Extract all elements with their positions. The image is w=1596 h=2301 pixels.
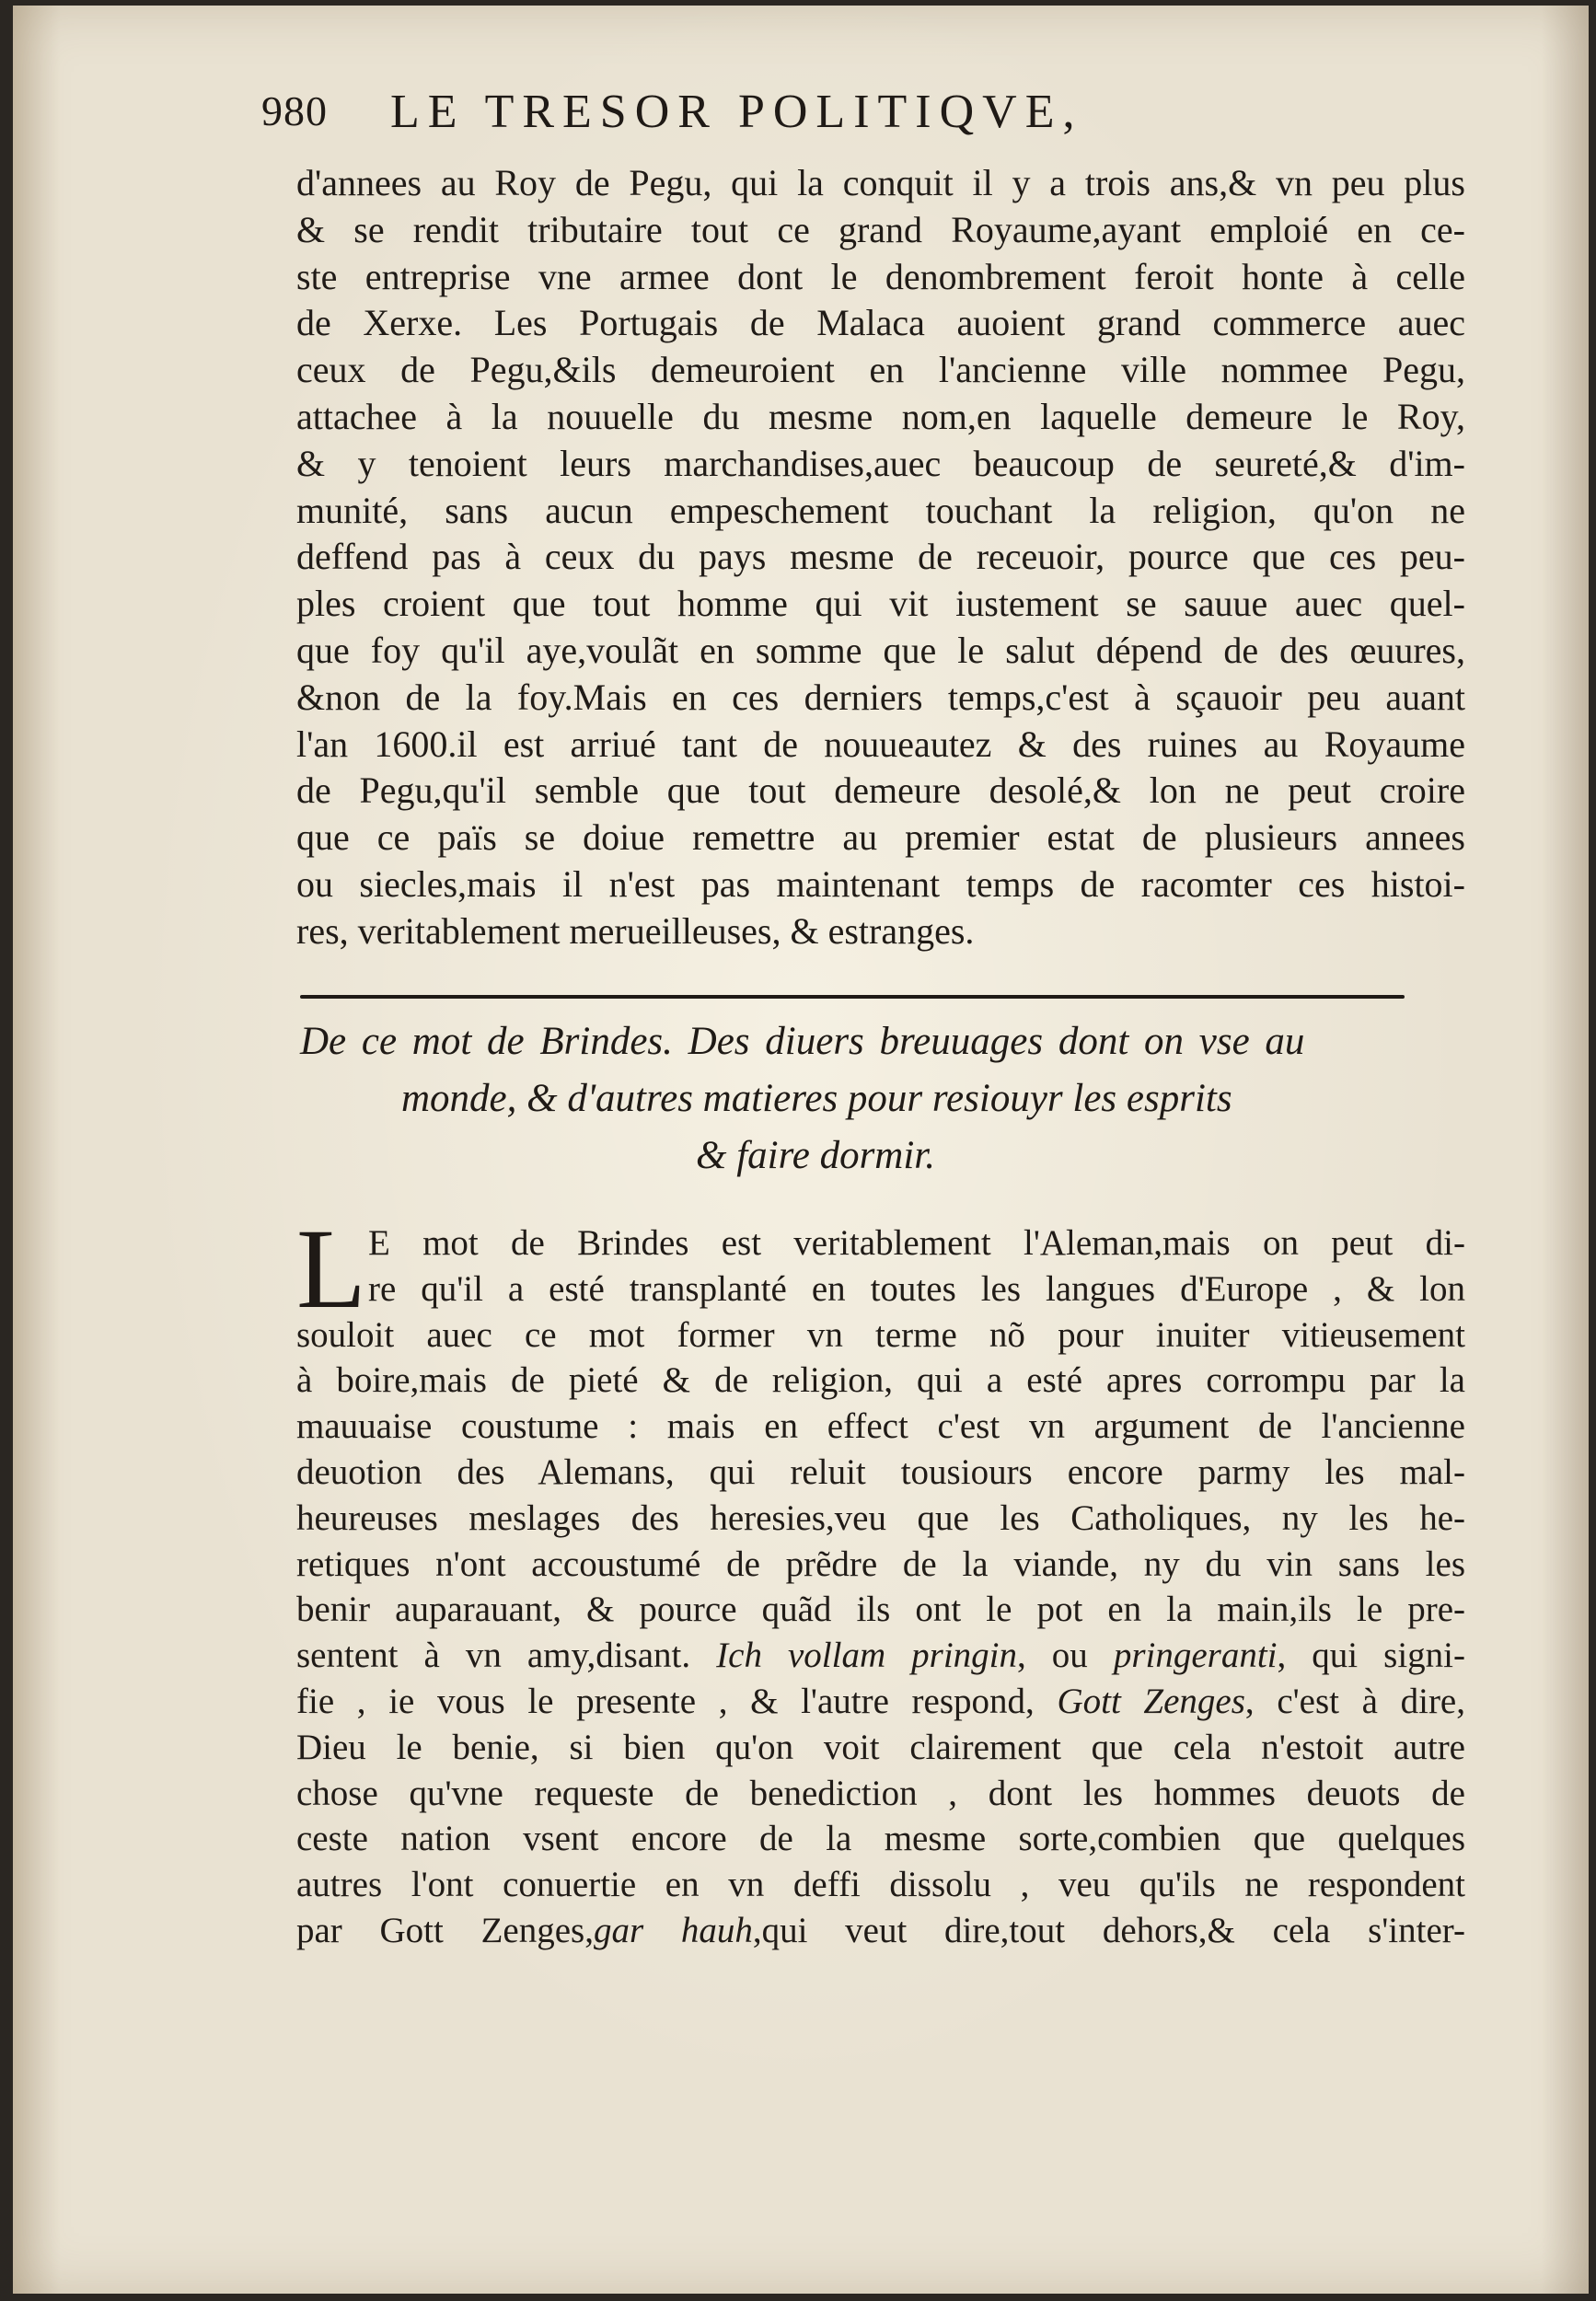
heading-line: & faire dormir. xyxy=(696,1134,936,1177)
text-line: de Xerxe. Les Portugais de Malaca auoient grand commerce auec xyxy=(296,302,1465,344)
section-divider xyxy=(300,995,1405,999)
italic-phrase: Ich vollam pringin xyxy=(716,1636,1018,1676)
italic-phrase: pringeranti xyxy=(1113,1636,1278,1676)
text-span: , ou xyxy=(1017,1636,1114,1676)
text-line-mixed xyxy=(296,1679,1465,1725)
text-line: E mot de Brindes est veritablement l'Aleman,mais on peut di- xyxy=(368,1223,1465,1263)
text-span: , qui signi- xyxy=(1277,1636,1465,1676)
text-line: munité, sans aucun empeschement touchant la religion, qu'on ne xyxy=(296,489,1465,531)
paragraph-brindes xyxy=(296,1206,1465,1954)
text-line: heureuses meslages des heresies,veu que les Catholiques, ny les he- xyxy=(296,1497,1465,1538)
text-line: l'an 1600.il est arriué tant de nouueautez & des ruines au Royaume xyxy=(296,723,1465,765)
text-line: ceste nation vsent encore de la mesme sorte,combien que quelques xyxy=(296,1819,1465,1859)
text-line: res, veritablement merueilleuses, & estranges. xyxy=(296,909,975,952)
italic-phrase: gar hauh xyxy=(593,1910,753,1950)
text-line-mixed xyxy=(296,1633,1465,1679)
text-line: d'annees au Roy de Pegu, qui la conquit il y a trois ans,& vn peu plus xyxy=(296,162,1465,203)
italic-phrase: Gott Zenges xyxy=(1057,1681,1245,1721)
drop-cap: L xyxy=(296,1206,366,1332)
text-line-mixed xyxy=(296,1908,1465,1954)
text-line: ceux de Pegu,&ils demeuroient en l'ancienne ville nommee Pegu, xyxy=(296,349,1465,391)
text-line: mauuaise coustume : mais en effect c'est vn argument de l'ancienne xyxy=(296,1406,1465,1447)
paragraph-pegu xyxy=(296,160,1465,955)
text-line: souloit auec ce mot former vn terme nõ pour inuiter vitieusement xyxy=(296,1314,1465,1355)
text-line: que ce païs se doiue remettre au premier estat de plusieurs annees xyxy=(296,816,1465,859)
text-line: retiques n'ont accoustumé de prẽdre de la viande, ny du vin sans les xyxy=(296,1544,1465,1584)
text-span: par Gott Zenges, xyxy=(296,1910,594,1950)
text-line: à boire,mais de pieté & de religion, qui a esté apres corrompu par la xyxy=(296,1360,1465,1401)
text-line: de Pegu,qu'il semble que tout demeure desolé,& lon ne peut croire xyxy=(296,769,1465,812)
text-line: & se rendit tributaire tout ce grand Royaume,ayant emploié en ce- xyxy=(296,208,1465,250)
heading-line: monde, & d'autres matieres pour resiouyr les esprits xyxy=(401,1077,1232,1120)
text-line: Dieu le benie, si bien qu'on voit clairement que cela n'estoit autre xyxy=(296,1727,1465,1767)
heading-line: De ce mot de Brindes. Des diuers breuuages dont on vse au xyxy=(300,1020,1305,1063)
page-number: 980 xyxy=(261,87,328,134)
text-line: ste entreprise vne armee dont le denombrement feroit honte à celle xyxy=(296,255,1465,297)
text-line: re qu'il a esté transplanté en toutes les langues d'Europe , & lon xyxy=(368,1268,1465,1309)
text-line: &non de la foy.Mais en ces derniers temps,c'est à sçauoir peu auant xyxy=(296,676,1465,718)
text-line: benir auparauant, & pource quãd ils ont le pot en la main,ils le pre- xyxy=(296,1590,1465,1630)
running-header xyxy=(261,87,1292,151)
running-title: LE TRESOR POLITIQVE, xyxy=(390,86,1083,138)
text-line: deuotion des Alemans, qui reluit tousiours encore parmy les mal- xyxy=(296,1451,1465,1492)
text-span: , c'est à dire, xyxy=(1244,1681,1465,1721)
text-line: deffend pas à ceux du pays mesme de receuoir, pource que ces peu- xyxy=(296,536,1465,578)
section-heading xyxy=(300,1013,1460,1185)
text-span: fie , ie vous le presente , & l'autre respond, xyxy=(296,1681,1058,1721)
text-line: ples croient que tout homme qui vit iustement se sauue auec quel- xyxy=(296,583,1465,625)
text-line: attachee à la nouuelle du mesme nom,en laquelle demeure le Roy, xyxy=(296,395,1465,437)
text-line: ou siecles,mais il n'est pas maintenant temps de racomter ces histoi- xyxy=(296,862,1465,905)
text-line: autres l'ont conuertie en vn deffi dissolu , veu qu'ils ne respondent xyxy=(296,1865,1465,1905)
text-span: sentent à vn amy,disant. xyxy=(296,1636,717,1676)
text-line: & y tenoient leurs marchandises,auec beaucoup de seureté,& d'im- xyxy=(296,442,1465,484)
book-page xyxy=(13,6,1589,2294)
text-span: ,qui veut dire,tout dehors,& cela s'inter- xyxy=(752,1910,1465,1950)
text-line: chose qu'vne requeste de benediction , dont les hommes deuots de xyxy=(296,1773,1465,1813)
text-line: que foy qu'il aye,voulãt en somme que le salut dépend de des œuures, xyxy=(296,629,1465,671)
